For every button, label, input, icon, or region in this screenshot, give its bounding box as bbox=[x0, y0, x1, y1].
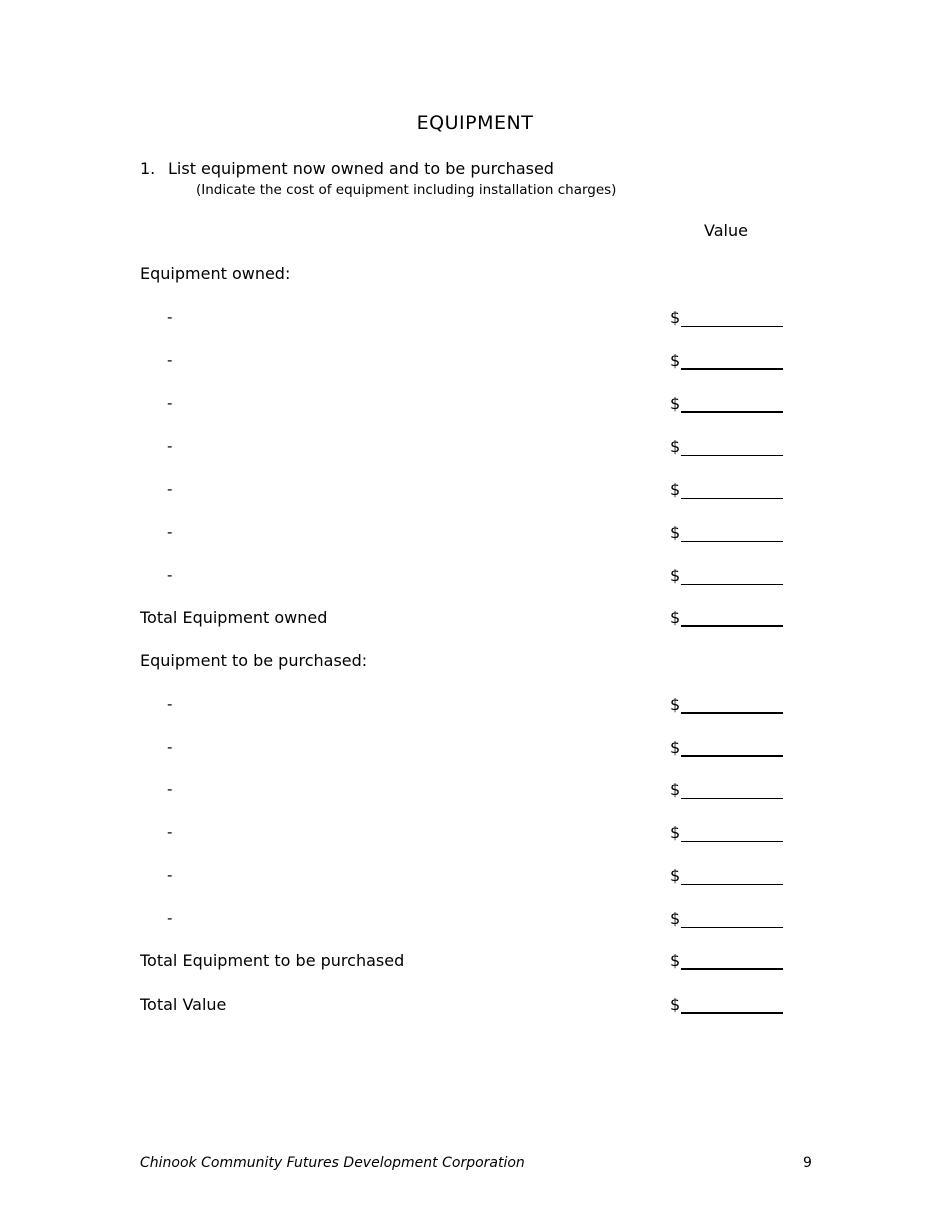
owned-item-row bbox=[0, 308, 950, 332]
question-note: (Indicate the cost of equipment including installation charges) bbox=[196, 182, 617, 198]
currency-symbol: $ bbox=[670, 909, 681, 928]
purchased-total-label: Total Equipment to be purchased bbox=[140, 951, 405, 970]
question-number: 1. bbox=[140, 159, 156, 178]
currency-symbol: $ bbox=[670, 866, 681, 885]
currency-symbol: $ bbox=[670, 523, 681, 542]
amount-blank[interactable] bbox=[681, 566, 783, 585]
owned-amount-field[interactable] bbox=[670, 523, 783, 542]
item-marker: - bbox=[167, 523, 173, 541]
owned-amount-field[interactable] bbox=[670, 437, 783, 456]
item-marker: - bbox=[167, 823, 173, 841]
total-value-field[interactable] bbox=[670, 995, 783, 1014]
currency-symbol: $ bbox=[670, 780, 681, 799]
amount-blank[interactable] bbox=[681, 866, 783, 885]
currency-symbol: $ bbox=[670, 394, 681, 413]
currency-symbol: $ bbox=[670, 566, 681, 585]
owned-amount-field[interactable] bbox=[670, 351, 783, 370]
currency-symbol: $ bbox=[670, 351, 681, 370]
owned-item-row bbox=[0, 394, 950, 418]
owned-amount-field[interactable] bbox=[670, 566, 783, 585]
owned-section-row bbox=[0, 264, 950, 288]
owned-total-row bbox=[0, 608, 950, 632]
owned-total-label: Total Equipment owned bbox=[140, 608, 328, 627]
purchased-amount-field[interactable] bbox=[670, 866, 783, 885]
item-marker: - bbox=[167, 437, 173, 455]
owned-item-row bbox=[0, 566, 950, 590]
purchased-item-row bbox=[0, 780, 950, 804]
currency-symbol: $ bbox=[670, 480, 681, 499]
purchased-item-row bbox=[0, 823, 950, 847]
footer-organization: Chinook Community Futures Development Corporation bbox=[140, 1155, 525, 1171]
currency-symbol: $ bbox=[670, 738, 681, 757]
purchased-total-row bbox=[0, 951, 950, 975]
owned-total-field[interactable] bbox=[670, 608, 783, 627]
purchased-total-field[interactable] bbox=[670, 951, 783, 970]
purchased-section-label: Equipment to be purchased: bbox=[140, 651, 368, 670]
item-marker: - bbox=[167, 308, 173, 326]
amount-blank[interactable] bbox=[681, 394, 783, 413]
purchased-amount-field[interactable] bbox=[670, 695, 783, 714]
amount-blank[interactable] bbox=[681, 480, 783, 499]
purchased-item-row bbox=[0, 738, 950, 762]
amount-blank[interactable] bbox=[681, 437, 783, 456]
currency-symbol: $ bbox=[670, 308, 681, 327]
purchased-amount-field[interactable] bbox=[670, 780, 783, 799]
purchased-amount-field[interactable] bbox=[670, 909, 783, 928]
page-title: EQUIPMENT bbox=[416, 112, 534, 134]
amount-blank[interactable] bbox=[681, 995, 783, 1014]
question-text: List equipment now owned and to be purchased bbox=[168, 159, 554, 178]
item-marker: - bbox=[167, 909, 173, 927]
owned-item-row bbox=[0, 523, 950, 547]
amount-blank[interactable] bbox=[681, 695, 783, 714]
owned-section-label: Equipment owned: bbox=[140, 264, 291, 283]
amount-blank[interactable] bbox=[681, 951, 783, 970]
value-column-header: Value bbox=[704, 221, 748, 240]
purchased-section-row bbox=[0, 651, 950, 675]
owned-item-row bbox=[0, 351, 950, 375]
amount-blank[interactable] bbox=[681, 308, 783, 327]
total-value-row bbox=[0, 995, 950, 1019]
currency-symbol: $ bbox=[670, 437, 681, 456]
amount-blank[interactable] bbox=[681, 351, 783, 370]
owned-item-row bbox=[0, 480, 950, 504]
purchased-item-row bbox=[0, 866, 950, 890]
currency-symbol: $ bbox=[670, 995, 681, 1014]
amount-blank[interactable] bbox=[681, 823, 783, 842]
owned-amount-field[interactable] bbox=[670, 394, 783, 413]
item-marker: - bbox=[167, 566, 173, 584]
purchased-amount-field[interactable] bbox=[670, 738, 783, 757]
purchased-item-row bbox=[0, 909, 950, 933]
question-line bbox=[140, 159, 554, 178]
item-marker: - bbox=[167, 695, 173, 713]
amount-blank[interactable] bbox=[681, 608, 783, 627]
item-marker: - bbox=[167, 480, 173, 498]
item-marker: - bbox=[167, 780, 173, 798]
currency-symbol: $ bbox=[670, 823, 681, 842]
purchased-amount-field[interactable] bbox=[670, 823, 783, 842]
currency-symbol: $ bbox=[670, 695, 681, 714]
amount-blank[interactable] bbox=[681, 780, 783, 799]
item-marker: - bbox=[167, 394, 173, 412]
purchased-item-row bbox=[0, 695, 950, 719]
currency-symbol: $ bbox=[670, 608, 681, 627]
owned-amount-field[interactable] bbox=[670, 308, 783, 327]
amount-blank[interactable] bbox=[681, 523, 783, 542]
item-marker: - bbox=[167, 866, 173, 884]
item-marker: - bbox=[167, 351, 173, 369]
owned-amount-field[interactable] bbox=[670, 480, 783, 499]
currency-symbol: $ bbox=[670, 951, 681, 970]
amount-blank[interactable] bbox=[681, 738, 783, 757]
owned-item-row bbox=[0, 437, 950, 461]
footer-page-number: 9 bbox=[803, 1155, 812, 1171]
amount-blank[interactable] bbox=[681, 909, 783, 928]
total-value-label: Total Value bbox=[140, 995, 227, 1014]
item-marker: - bbox=[167, 738, 173, 756]
